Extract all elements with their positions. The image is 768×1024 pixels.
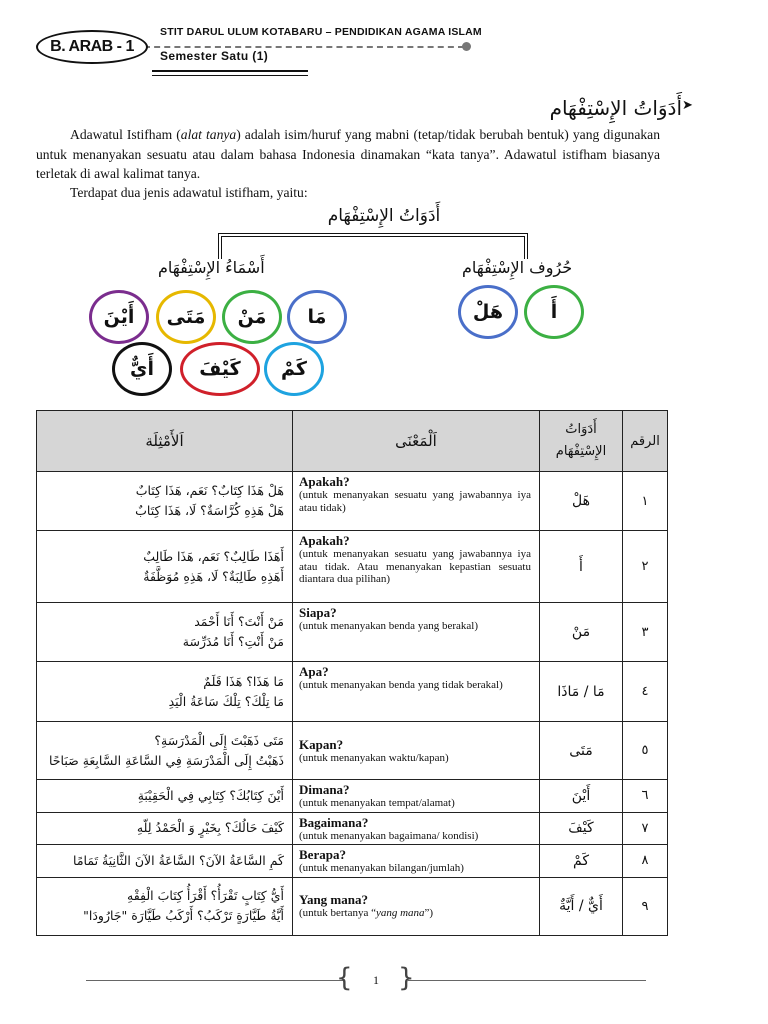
row-number: ١	[623, 472, 668, 531]
meaning-title: Bagaimana?	[299, 814, 369, 830]
table-row	[37, 812, 668, 845]
header-dot	[462, 42, 471, 51]
circle-kam: كَمْ	[264, 342, 324, 396]
course-badge: B. ARAB - 1	[36, 30, 148, 64]
meaning-title: Apakah?	[299, 474, 350, 489]
example-text: مَا هَذَا؟ هَذَا قَلَمٌ	[203, 673, 284, 689]
intro-paragraph: Adawatul Istifham (alat tanya) adalah isim/huruf yang mabni (tetap/tidak berubah bentuk) yang digunakan untuk menanyakan sesuatu atau dalam bahasa Indonesia dinamakan “kata tanya”. Adawatul istifham biasanya terletak di awal kalimat tanya.	[36, 127, 660, 181]
table-row	[37, 845, 668, 878]
semester-label: Semester Satu (1)	[160, 49, 269, 63]
table-row	[37, 722, 668, 780]
istifham-table	[36, 410, 668, 936]
semester-underline-thin	[152, 75, 308, 76]
row-number: ٣	[623, 603, 668, 662]
circle-ayna: أَيْنَ	[89, 290, 149, 344]
meaning-title: Yang mana?	[299, 892, 368, 908]
table-row	[37, 662, 668, 722]
example-text: هَلْ هَذَا كِتَابٌ؟ نَعَم، هَذَا كِتَابٌ	[135, 483, 284, 498]
tree-root-label: أَدَوَاتُ الإِسْتِفْهَام	[327, 206, 441, 226]
header-examples: اَلأَمْثِلَة	[37, 411, 293, 472]
institution-title: STIT DARUL ULUM KOTABARU – PENDIDIKAN AGAMA ISLAM	[160, 26, 482, 38]
table-row	[37, 877, 668, 935]
row-number: ٧	[623, 812, 668, 845]
footer-brace-left: {	[336, 963, 353, 993]
header-adawat: أَدَوَاتُ الإِسْتِفْهَام	[540, 411, 623, 472]
adawat-cell: مَا / مَاذَا	[540, 662, 623, 722]
circle-a: أَ	[524, 285, 584, 339]
example-text: مَا تِلْكَ؟ تِلْكَ سَاعَةُ الْيَدِ	[168, 693, 284, 709]
row-number: ٤	[623, 662, 668, 722]
tree-left-group-label: أَسْمَاءُ الإِسْتِفْهَام	[158, 258, 265, 277]
circle-mata: مَتَى	[156, 290, 216, 344]
adawat-cell: أَيْنَ	[540, 780, 623, 813]
example-text: هَلْ هَذِهِ كُرَّاسَةٌ؟ لَا، هَذَا كِتَابٌ	[135, 503, 284, 518]
meaning-title: Berapa?	[299, 847, 346, 862]
adawat-cell: كَيْفَ	[540, 812, 623, 845]
meaning-desc: (untuk menanyakan benda yang tidak berakal)	[299, 679, 503, 691]
example-text: مَتَى ذَهَبْتَ إِلَى الْمَدْرَسَةِ؟	[154, 732, 284, 748]
meaning-title: Siapa?	[299, 605, 337, 620]
meaning-desc: (untuk menanyakan bagaimana/ kondisi)	[299, 829, 479, 842]
page-number: 1	[373, 972, 379, 987]
circle-ayyu: أَيٌّ	[112, 342, 172, 396]
table-row	[37, 603, 668, 662]
arrow-bullet-icon: ➤	[682, 97, 693, 112]
example-text: أَيُّ كِتَابٍ تَقْرَأُ؟ أَقْرَأُ كِتَابَ الْفِقْهِ	[127, 888, 284, 903]
meaning-title: Kapan?	[299, 736, 344, 752]
circle-ma: مَا	[287, 290, 347, 344]
adawat-cell: مَنْ	[540, 603, 623, 662]
meaning-desc: (untuk menanyakan sesuatu yang jawabannya iya atau tidak)	[299, 489, 531, 514]
footer-line-left	[86, 980, 344, 981]
adawat-cell: هَلْ	[540, 472, 623, 531]
semester-underline	[152, 70, 308, 72]
meaning-desc: (untuk menanyakan benda yang berakal)	[299, 620, 478, 632]
example-text: أَيْنَ كِتَابُكَ؟ كِتَابِي فِي الْحَقِيْبَةِ	[137, 787, 284, 803]
circle-kayfa: كَيْفَ	[180, 342, 260, 396]
row-number: ٩	[623, 877, 668, 935]
meaning-title: Apakah?	[299, 533, 350, 548]
example-text: أَهَذِهِ طَالِبَةٌ؟ لَا، هَذِهِ مُوَظَّفَةٌ	[143, 568, 284, 584]
meaning-desc: (untuk bertanya “yang mana”)	[299, 907, 434, 920]
header-dashed-line	[144, 46, 464, 48]
section-title: أَدَوَاتُ الإِسْتِفْهَام	[549, 96, 682, 120]
adawat-cell: أَ	[540, 531, 623, 603]
example-text: مَنْ أَنْتِ؟ أَنَا مُدَرِّسَة	[182, 634, 284, 649]
circle-man: مَنْ	[222, 290, 282, 344]
tree-bracket	[218, 233, 528, 259]
row-number: ٥	[623, 722, 668, 780]
header-meaning: اَلْمَعْنَى	[293, 411, 540, 472]
circle-hal: هَلْ	[458, 285, 518, 339]
example-text: كَيْفَ حَالُكَ؟ بِخَيْرٍ وَ الْحَمْدُ لِلّهِ	[136, 820, 284, 836]
example-text: مَنْ أَنْتَ؟ أَنَا أَحْمَد	[194, 614, 284, 629]
table-row	[37, 531, 668, 603]
row-number: ٦	[623, 780, 668, 813]
table-row	[37, 780, 668, 813]
types-intro: Terdapat dua jenis adawatul istifham, yaitu:	[70, 185, 308, 200]
footer-line-right	[408, 980, 646, 981]
row-number: ٢	[623, 531, 668, 603]
adawat-cell: كَمْ	[540, 845, 623, 878]
meaning-title: Dimana?	[299, 782, 350, 797]
example-text: أَيَّةُ طَيَّارَةٍ تَرْكَبُ؟ أَرْكَبُ طَيَّارَة "جَارُودَا"	[83, 908, 284, 923]
adawat-cell: أَيٌّ / أَيَّةٌ	[540, 877, 623, 935]
example-text: ذَهَبْتُ إِلَى الْمَدْرَسَةِ فِي السَّاعَةِ السَّابِعَةِ صَبَاحًا	[48, 752, 284, 768]
meaning-title: Apa?	[299, 664, 329, 679]
header-number: الرقم	[623, 411, 668, 472]
meaning-desc: (untuk menanyakan waktu/kapan)	[299, 751, 449, 764]
table-header-row	[37, 411, 668, 472]
meaning-desc: (untuk menanyakan sesuatu yang jawabannya iya atau tidak. Atau menanyakan kepastian sesuatu diantara dua pilihan)	[299, 548, 531, 585]
table-row	[37, 472, 668, 531]
tree-right-group-label: حُرُوف الإِسْتِفْهَام	[462, 258, 573, 277]
meaning-desc: (untuk menanyakan bilangan/jumlah)	[299, 862, 464, 874]
footer-brace-right: }	[398, 963, 415, 993]
row-number: ٨	[623, 845, 668, 878]
meaning-desc: (untuk menanyakan tempat/alamat)	[299, 797, 455, 809]
adawat-cell: مَتَى	[540, 722, 623, 780]
example-text: أَهَذَا طَالِبٌ؟ نَعَم، هَذَا طَالِبٌ	[143, 548, 284, 564]
example-text: كَمِ السَّاعَةُ الآنَ؟ السَّاعَةُ الآنَ الثَّانِيَةُ تَمَامًا	[73, 852, 284, 868]
